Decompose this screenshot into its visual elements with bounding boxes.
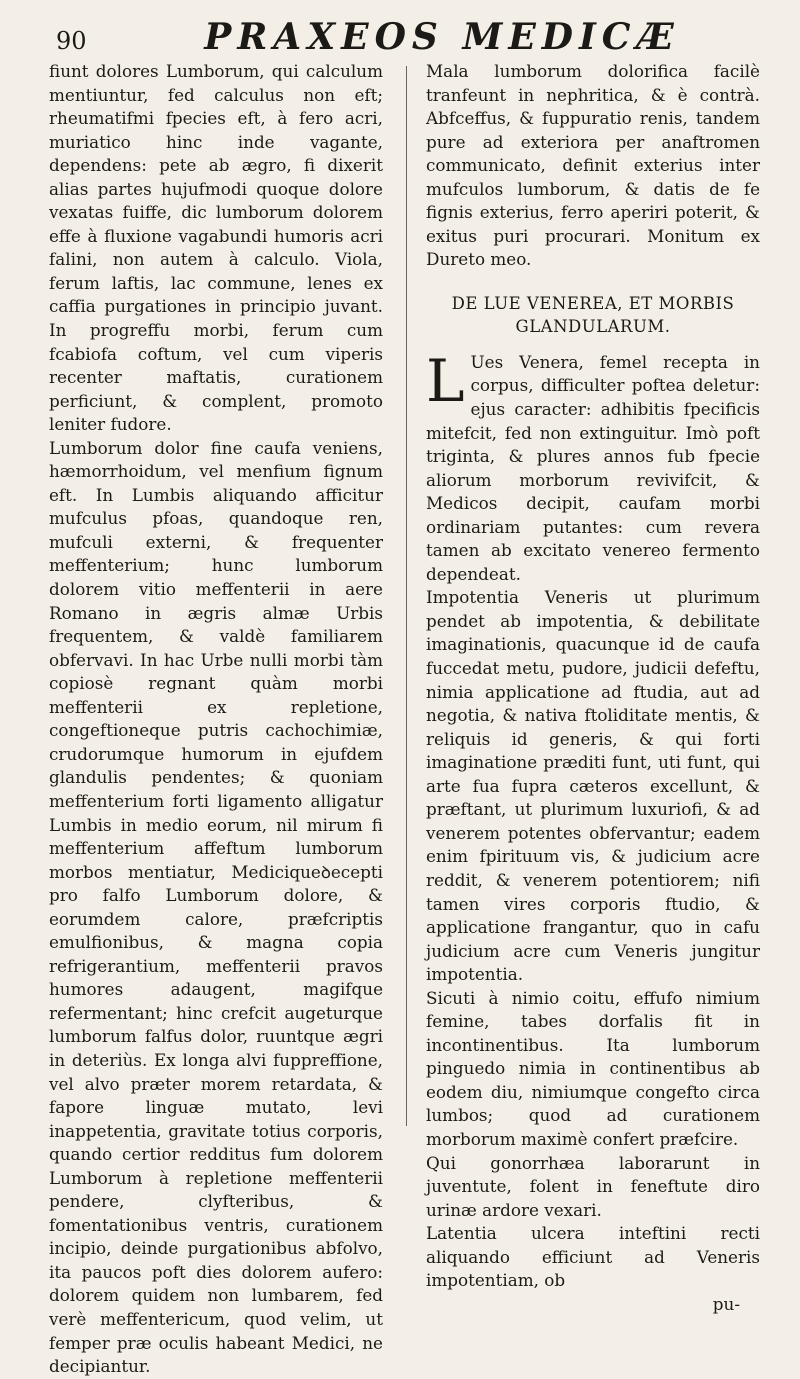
paragraph: fiunt dolores Lumborum, qui calculum mentiuntur, fed calculus non eft; rheumatifmi fpecies eft, à fero acri, muriatico hinc inde vagante, dependens: pete ab ægro, fi dixerit alias partes hujufmodi quoque dolore vexatas fuiffe, dic lumborum dolorem effe à fluxione vagabundi humoris acri falini, non autem à calculo. Viola, ferum laftis, lac commune, lenes ex caffia purgationes in principio juvant. In progreffu morbi, ferum cum fcabiofa coftum, vel cum viperis recenter maftatis, curationem perficiunt, & complent, promoto leniter fudore.: [49, 61, 383, 435]
paragraph: Lumborum dolor fine caufa veniens, hæmorrhoidum, vel menfium fignum eft. In Lumbis aliquando afficitur mufculus pfoas, quandoque ren, mufculi externi, & frequenter meffenterium; hunc lumborum dolorem vitio meffenterii in aere Romano in ægris almæ Urbis frequentem, & valdè familiarem obfervavi. In hac Urbe nulli morbi tàm copiosè regnant quàm morbi meffenterii ex repletione, congeftioneque putris cachochimiæ, crudorumque humorum in ejufdem glandulis pendentes; & quoniam meffenterium forti ligamento alligatur Lumbis in medio eorum, nil mirum fi meffenterium affeftum lumborum morbos mentiatur, Mediciqueꝺecepti pro falfo Lumborum dolore, & eorumdem calore, præfcriptis emulfionibus, & magna copia refrigerantium, meffenterii pravos humores adaugent, magifque refermentant; hinc crefcit augeturque lumborum falfus dolor, ruuntque ægri in deteriùs. Ex longa alvi fuppreffione, vel alvo præter morem retardata, & fapore linguæ mutato, levi inappetentia, gravitate totius corporis, quando certior redditus fum dolorem Lumborum à repletione meffenterii pendere, clyfteribus, & fomentationibus ventris, curationem incipio, deinde purgationibus abfolvo, ita paucos poft dies dolorem aufero: dolorem quidem non lumbarem, fed verè meffentericum, quod velim, ut femper præ oculis habeant Medici, ne decipiantur.: [49, 437, 383, 1377]
page-number: 90: [56, 27, 87, 55]
running-title: PRAXEOS MEDICÆ: [204, 16, 680, 58]
drop-cap: L: [426, 346, 465, 415]
paragraph: Latentia ulcera inteftini recti aliquando efficiunt ad Veneris impotentiam, ob: [426, 1223, 760, 1291]
column-divider: [406, 66, 407, 1126]
paragraph: [426, 346, 760, 586]
catchword: pu-: [712, 1293, 740, 1314]
section-title: DE LUE VENEREA, ET MORBIS GLANDULARUM.: [451, 293, 735, 337]
paragraph: Mala lumborum dolorifica facilè tranfeunt in nephritica, & è contrà. Abfceffus, & fuppuratio renis, tandem pure ad exteriora per anaftromen communicato, definit exterius inter mufculos lumborum, & datis de fe fignis exterius, ferro aperiri poterit, & exitus puri procurari. Monitum ex Dureto meo.: [426, 61, 760, 270]
right-column: [426, 60, 760, 1316]
paragraph-text: Ues Venera, femel recepta in corpus, difficulter poftea deletur: ejus caracter: adhibitis fpecificis mitefcit, fed non extinguitur. Imò poft triginta, & plures annos fub fpecie aliorum morborum revivifcit, & Medicos decipit, caufam morbi ordinariam putantes: cum revera tamen ab excitato venereo fermento dependeat.: [426, 351, 760, 584]
paragraph: Qui gonorrhæa laborarunt in juventute, folent in feneftute diro urinæ ardore vexari.: [426, 1152, 760, 1220]
paragraph: Sicuti à nimio coitu, effufo nimium femine, tabes dorfalis fit in incontinentibus. Ita lumborum pinguedo nimia in continentibus ab eodem diu, nimiumque congefto circa lumbos; quod ad curationem morborum maximè confert præfcire.: [426, 987, 760, 1149]
running-head: [56, 16, 768, 60]
paragraph: Impotentia Veneris ut plurimum pendet ab impotentia, & debilitate imaginationis, quacunque id de caufa fuccedat metu, pudore, judicii defeftu, nimia applicatione ad ftudia, aut ad negotia, & nativa ftoliditate mentis, & reliquis id generis, & qui forti imaginatione præditi funt, uti funt, qui arte fua fupra cæteros excellunt, & præftant, ut plurimum luxuriofi, & ad venerem potentes obfervantur; eadem enim fpirituum vis, & judicium acre reddit, & venerem potentiorem; nifi tamen vires corporis ftudio, & applicatione frangantur, quo in cafu judicium acre cum Veneris jungitur impotentia.: [426, 587, 760, 985]
left-column: [49, 60, 383, 1379]
